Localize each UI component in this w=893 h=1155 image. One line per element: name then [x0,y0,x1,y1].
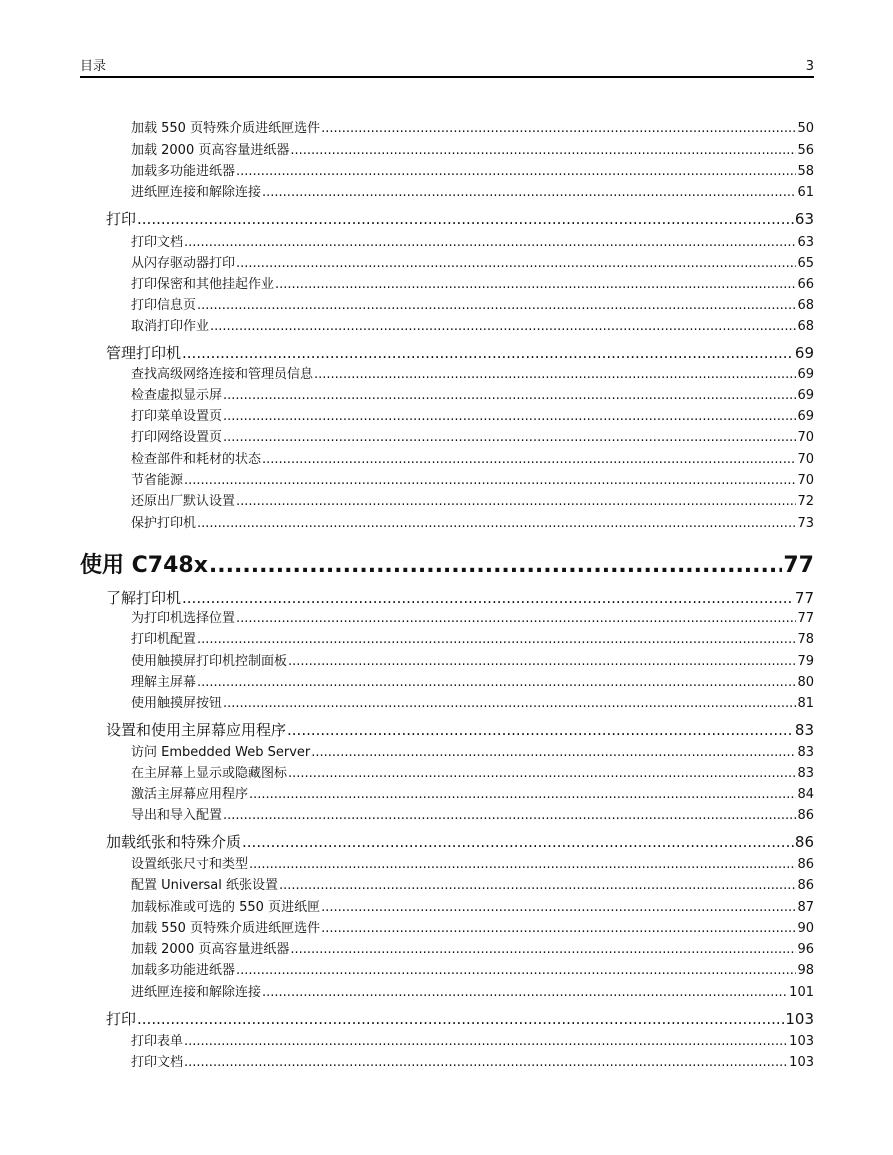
toc-entry-label: 导出和导入配置 [131,808,223,823]
dot-leader [249,786,796,804]
toc-entry-label: 配置 Universal 纸张设置 [131,878,279,893]
toc-entry-label: 打印网络设置页 [131,430,223,445]
toc-entry-page: 90 [797,921,814,936]
toc-entry-label: 设置纸张尺寸和类型 [131,857,249,872]
toc-entry-page: 101 [789,985,814,1000]
toc-entry-page: 63 [797,235,814,250]
toc-entry-label: 打印文档 [131,235,184,250]
toc-entry-label: 加载 550 页特殊介质进纸匣选件 [131,121,321,136]
toc-entry-label: 加载多功能进纸器 [131,963,236,978]
toc-chapter[interactable] [80,553,814,579]
toc-entry-page: 63 [794,210,814,228]
dot-leader [223,429,796,447]
dot-leader [236,962,796,980]
toc-entry[interactable] [131,786,814,804]
toc-entry-page: 68 [797,319,814,334]
toc-entry-label: 理解主屏幕 [131,675,197,690]
toc-entry-page: 70 [797,473,814,488]
dot-leader [184,234,796,252]
toc-entry-page: 69 [794,344,814,362]
toc-entry-label: 还原出厂默认设置 [131,494,236,509]
toc-entry[interactable] [131,493,814,511]
dot-leader [197,631,796,649]
toc-entry[interactable] [131,163,814,181]
toc-entry-label: 节省能源 [131,473,184,488]
toc-entry-label: 取消打印作业 [131,319,210,334]
dot-leader [262,451,796,469]
toc-entry-page: 77 [794,589,814,607]
header-page-number: 3 [805,59,814,74]
toc-entry-page: 79 [797,654,814,669]
toc-entry[interactable] [131,899,814,917]
toc-entry-label: 保护打印机 [131,516,197,531]
toc-entry[interactable] [131,408,814,426]
toc-entry[interactable] [131,653,814,671]
toc-entry-page: 69 [797,388,814,403]
toc-section[interactable] [106,209,814,229]
toc-entry[interactable] [131,1033,814,1051]
dot-leader [223,807,796,825]
toc-entry-label: 检查部件和耗材的状态 [131,452,262,467]
toc-entry[interactable] [131,984,814,1002]
toc-entry-page: 68 [797,298,814,313]
toc-entry-label: 加载多功能进纸器 [131,164,236,179]
toc-entry[interactable] [131,387,814,405]
toc-entry-page: 86 [797,878,814,893]
dot-leader [182,588,794,608]
toc-entry-page: 58 [797,164,814,179]
dot-leader [210,318,796,336]
toc-entry-page: 84 [797,787,814,802]
dot-leader [184,472,796,490]
toc-entry-page: 77 [797,611,814,626]
toc-entry[interactable] [131,765,814,783]
toc-entry[interactable] [131,1054,814,1072]
dot-leader [236,255,796,273]
toc-entry[interactable] [131,674,814,692]
toc-entry-label: 在主屏幕上显示或隐藏图标 [131,766,288,781]
toc-entry-label: 设置和使用主屏幕应用程序 [106,721,287,739]
toc-entry-label: 打印信息页 [131,298,197,313]
dot-leader [197,515,796,533]
toc-entry[interactable] [131,318,814,336]
toc-entry[interactable] [131,429,814,447]
toc-entry[interactable] [131,920,814,938]
toc-entry-label: 使用触摸屏按钮 [131,696,223,711]
toc-entry-page: 78 [797,632,814,647]
toc-entry-label: 为打印机选择位置 [131,611,236,626]
toc-entry-label: 加载标准或可选的 550 页进纸匣 [131,900,321,915]
toc-entry[interactable] [131,941,814,959]
toc-entry-page: 83 [794,721,814,739]
toc-section[interactable] [106,832,814,852]
toc-entry-page: 83 [797,745,814,760]
dot-leader [182,343,794,363]
header-title: 目录 [80,59,107,74]
dot-leader [314,366,796,384]
toc-entry-page: 103 [789,1034,814,1049]
toc-entry[interactable] [131,451,814,469]
toc-entry-label: 进纸匣连接和解除连接 [131,985,262,1000]
toc-entry-page: 70 [797,430,814,445]
dot-leader [197,297,796,315]
dot-leader [262,984,788,1002]
dot-leader [236,163,796,181]
dot-leader [223,408,796,426]
toc-entry-page: 72 [797,494,814,509]
toc-entry-label: 打印表单 [131,1034,184,1049]
toc-entry-label: 管理打印机 [106,344,182,362]
dot-leader [223,387,796,405]
toc-entry-label: 打印 [106,210,137,228]
toc-entry-page: 103 [785,1010,814,1028]
toc-entry-label: 加载 2000 页高容量进纸器 [131,942,290,957]
toc-entry-label: 加载 2000 页高容量进纸器 [131,143,290,158]
toc-entry[interactable] [131,472,814,490]
toc-entry[interactable] [131,142,814,160]
toc-entry-page: 87 [797,900,814,915]
toc-entry[interactable] [131,610,814,628]
dot-leader [236,610,796,628]
toc-entry-label: 打印 [106,1010,137,1028]
toc-entry[interactable] [131,807,814,825]
dot-leader [275,276,796,294]
dot-leader [236,493,796,511]
toc-entry-page: 69 [797,367,814,382]
toc-entry-page: 70 [797,452,814,467]
toc-entry[interactable] [131,856,814,874]
dot-leader [184,1033,788,1051]
toc-entry-label: 打印文档 [131,1055,184,1070]
toc-entry[interactable] [131,695,814,713]
dot-leader [249,856,796,874]
toc-entry-page: 56 [797,143,814,158]
toc-entry-page: 61 [797,185,814,200]
dot-leader [290,142,796,160]
toc-entry-label: 加载纸张和特殊介质 [106,833,242,851]
toc-entry-label: 打印机配置 [131,632,197,647]
toc-entry-page: 96 [797,942,814,957]
toc-entry-label: 了解打印机 [106,589,182,607]
dot-leader [197,674,796,692]
toc-section[interactable] [106,720,814,740]
toc-entry-page: 83 [797,766,814,781]
toc-entry[interactable] [131,234,814,252]
toc-entry[interactable] [131,962,814,980]
toc-entry[interactable] [131,744,814,762]
dot-leader [184,1054,788,1072]
toc-entry-page: 69 [797,409,814,424]
toc-entry-page: 73 [797,516,814,531]
dot-leader [288,653,796,671]
toc-entry[interactable] [131,276,814,294]
toc-section[interactable] [106,588,814,608]
page-header [80,58,814,78]
toc-entry-page: 86 [797,808,814,823]
dot-leader [321,920,796,938]
toc-entry[interactable] [131,255,814,273]
toc-entry-page: 86 [794,833,814,851]
dot-leader [223,695,796,713]
toc-entry-label: 进纸匣连接和解除连接 [131,185,262,200]
toc-entry-page: 81 [797,696,814,711]
toc-entry-label: 检查虚拟显示屏 [131,388,223,403]
toc-entry-page: 98 [797,963,814,978]
toc-entry-label: 使用 C748x [80,553,208,578]
toc-entry-page: 86 [797,857,814,872]
dot-leader [321,899,796,917]
dot-leader [311,744,796,762]
toc-entry-label: 激活主屏幕应用程序 [131,787,249,802]
toc-entry[interactable] [131,631,814,649]
toc-section[interactable] [106,1009,814,1029]
toc-entry-label: 从闪存驱动器打印 [131,256,236,271]
toc-section[interactable] [106,343,814,363]
dot-leader [137,1009,784,1029]
toc-entry-label: 使用触摸屏打印机控制面板 [131,654,288,669]
dot-leader [290,941,796,959]
dot-leader [288,765,796,783]
toc-entry-label: 打印菜单设置页 [131,409,223,424]
toc-entry[interactable] [131,515,814,533]
toc-entry-label: 访问 Embedded Web Server [131,745,311,760]
toc-entry-page: 77 [783,553,814,578]
toc-entry-label: 查找高级网络连接和管理员信息 [131,367,314,382]
dot-leader [242,832,794,852]
toc-entry-label: 打印保密和其他挂起作业 [131,277,275,292]
dot-leader [321,120,796,138]
dot-leader [209,553,782,579]
dot-leader [137,209,794,229]
toc-entry-page: 103 [789,1055,814,1070]
toc-entry-page: 65 [797,256,814,271]
dot-leader [262,184,796,202]
dot-leader [279,877,796,895]
toc-entry[interactable] [131,120,814,138]
toc-entry[interactable] [131,366,814,384]
toc-entry-page: 66 [797,277,814,292]
toc-entry-page: 50 [797,121,814,136]
toc-entry-label: 加载 550 页特殊介质进纸匣选件 [131,921,321,936]
toc-entry-page: 80 [797,675,814,690]
toc-entry[interactable] [131,184,814,202]
toc-entry[interactable] [131,877,814,895]
toc-entry[interactable] [131,297,814,315]
dot-leader [287,720,794,740]
